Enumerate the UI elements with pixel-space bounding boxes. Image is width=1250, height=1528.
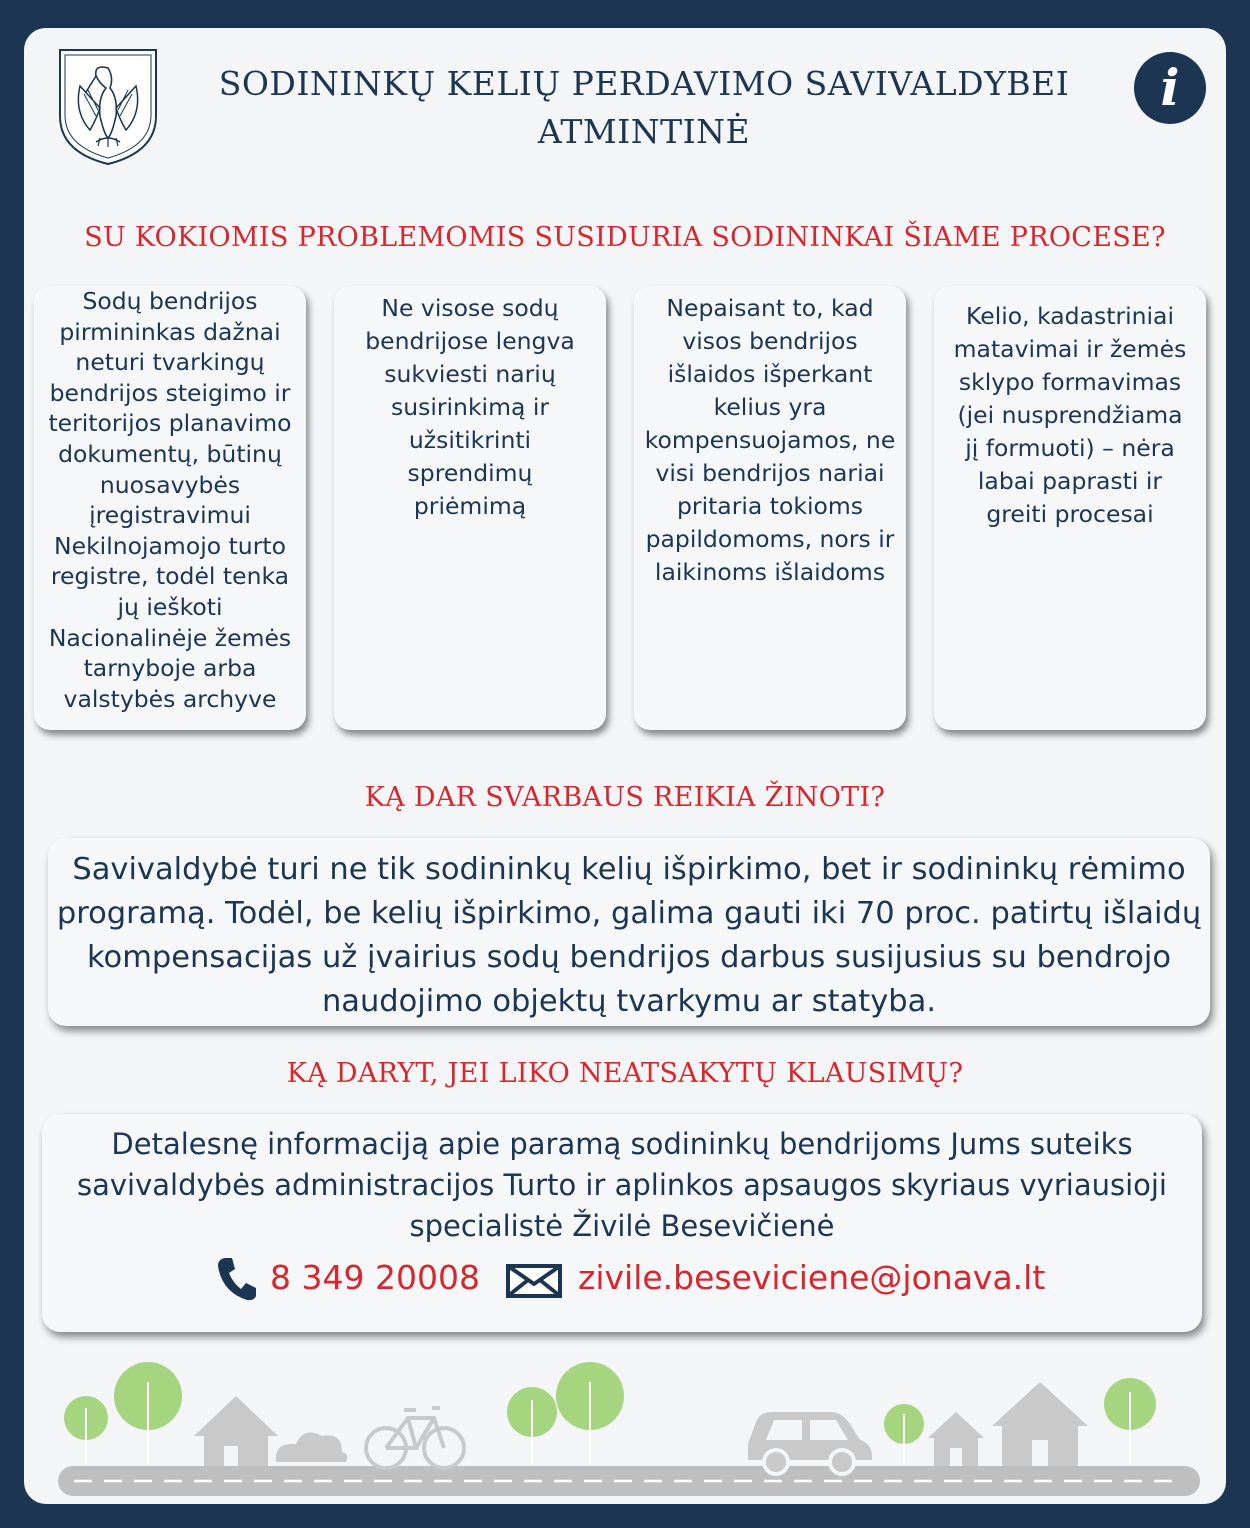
tree-icon-3	[507, 1387, 557, 1464]
problem-card-3-text: Nepaisant to, kad visos bendrijos išlaidos išperkant kelius yra kompensuojamos, ne visi bendrijos nariai pritaria tokioms papildomoms, nors ir laikinoms išlaidoms	[644, 294, 896, 586]
house-icon-2	[928, 1412, 984, 1466]
page-title	[154, 60, 1134, 156]
info-icon: i	[1134, 52, 1206, 124]
cloud-icon	[276, 1432, 348, 1462]
title-line-1: SODININKŲ KELIŲ PERDAVIMO SAVIVALDYBEI	[218, 64, 1070, 103]
email-address[interactable]: zivile.beseviciene@jonava.lt	[578, 1258, 1046, 1297]
phone-number[interactable]: 8 349 20008	[270, 1258, 480, 1297]
title-line-2: ATMINTINĖ	[537, 112, 751, 151]
problem-card-2-text: Ne visose sodų bendrijose lengva sukviesti narių susirinkimą ir užsitikrinti sprendimų priėmimą	[365, 294, 575, 520]
contact-row	[24, 1254, 1226, 1304]
envelope-icon	[506, 1264, 562, 1298]
pelican-crest-icon	[56, 46, 160, 168]
infographic-panel	[24, 28, 1226, 1504]
tree-icon-5	[884, 1404, 924, 1464]
bicycle-icon	[366, 1408, 464, 1468]
tree-icon-6	[1104, 1378, 1156, 1464]
tree-icon-4	[556, 1362, 624, 1464]
problem-card-2	[334, 286, 606, 730]
car-icon	[748, 1412, 872, 1474]
problem-card-3	[634, 286, 906, 730]
problem-card-1-text: Sodų bendrijos pirmininkas dažnai neturi tvarkingų bendrijos steigimo ir teritorijos planavimo dokumentų, būtinų nuosavybės įregistravimui Nekilnojamojo turto registre, todėl tenka jų ieškoti Nacionalinėje žemės tarnyboje arba valstybės archyve	[48, 287, 292, 713]
important-info-box	[48, 838, 1210, 1026]
contact-info-text: Detalesnę informaciją apie paramą sodininkų bendrijoms Jums suteiks savivaldybės administracijos Turto ir aplinkos apsaugos skyriaus vyriausioji specialistė Živilė Besevičienė	[77, 1127, 1167, 1243]
important-heading: KĄ DAR SVARBAUS REIKIA ŽINOTI?	[364, 782, 886, 813]
road-icon	[58, 1466, 1200, 1496]
important-info-text: Savivaldybė turi ne tik sodininkų kelių išpirkimo, bet ir sodininkų rėmimo programą. Todėl, be kelių išpirkimo, galima gauti iki 70 proc. patirtų išlaidų kompensacijas už įvairius sodų bendrijos darbus susijusius su bendrojo naudojimo objektų tvarkymu ar statyba.	[56, 852, 1202, 1019]
street-scene-illustration	[24, 1348, 1226, 1504]
problem-card-4	[934, 286, 1206, 730]
problem-card-4-text: Kelio, kadastriniai matavimai ir žemės sklypo formavimas (jei nusprendžiama jį formuoti) – nėra labai paprasti ir greiti procesai	[953, 302, 1187, 528]
house-icon-3	[992, 1382, 1088, 1466]
tree-icon-1	[64, 1396, 108, 1464]
phone-icon	[216, 1256, 258, 1302]
tree-icon-2	[114, 1362, 182, 1464]
problems-heading: SU KOKIOMIS PROBLEMOMIS SUSIDURIA SODININKAI ŠIAME PROCESE?	[84, 222, 1166, 253]
questions-heading: KĄ DARYT, JEI LIKO NEATSAKYTŲ KLAUSIMŲ?	[286, 1058, 964, 1089]
problem-card-1	[34, 286, 306, 730]
house-icon-1	[194, 1396, 278, 1466]
